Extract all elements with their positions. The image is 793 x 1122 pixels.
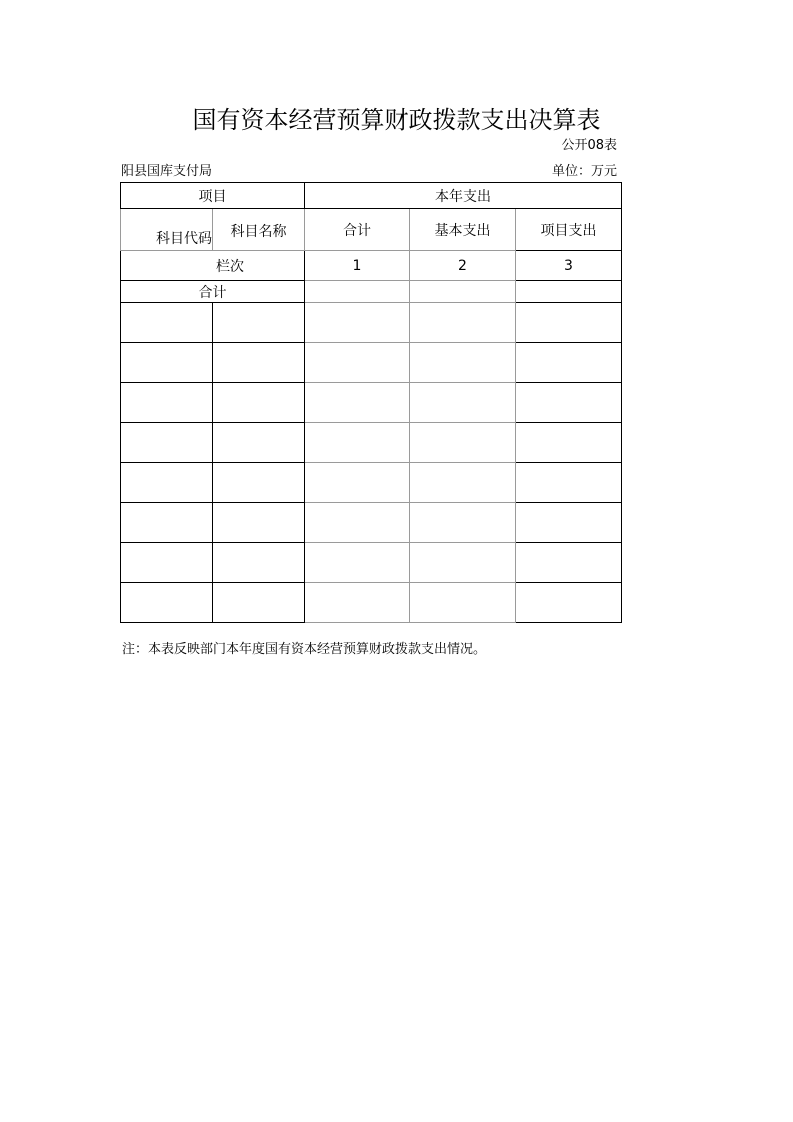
cell-subject-code <box>121 503 213 543</box>
table-row <box>121 343 622 383</box>
table-row <box>121 543 622 583</box>
cell-basic-expenditure <box>410 463 516 503</box>
cell-basic-expenditure <box>410 543 516 583</box>
table-row <box>121 423 622 463</box>
cell-basic-expenditure <box>410 583 516 623</box>
header-basic-expenditure: 基本支出 <box>410 209 516 251</box>
cell-subject-name <box>213 303 305 343</box>
total-col-3 <box>516 281 622 303</box>
form-code: 公开08表 <box>561 138 617 153</box>
header-subject-name: 科目名称 <box>230 224 287 240</box>
cell-basic-expenditure <box>410 503 516 543</box>
sequence-col-1: 1 <box>305 251 410 281</box>
cell-total <box>305 583 410 623</box>
header-project: 项目 <box>121 183 305 209</box>
header-row-1 <box>121 183 622 209</box>
cell-subject-code <box>121 543 213 583</box>
total-col-2 <box>410 281 516 303</box>
total-row <box>121 281 622 303</box>
cell-project-expenditure <box>516 383 622 423</box>
cell-project-expenditure <box>516 423 622 463</box>
cell-subject-code <box>121 423 213 463</box>
cell-subject-code <box>121 383 213 423</box>
header-row-2 <box>121 209 622 251</box>
total-label: 合计 <box>198 284 227 301</box>
data-rows <box>121 303 622 623</box>
cell-subject-name <box>213 423 305 463</box>
table-row <box>121 303 622 343</box>
cell-subject-name <box>213 343 305 383</box>
cell-total <box>305 423 410 463</box>
table-row <box>121 383 622 423</box>
cell-subject-name <box>213 463 305 503</box>
table-row <box>121 503 622 543</box>
sequence-col-3: 3 <box>516 251 622 281</box>
budget-table <box>120 182 622 623</box>
cell-project-expenditure <box>516 543 622 583</box>
document-title: 国有资本经营预算财政拨款支出决算表 <box>192 106 601 134</box>
table-row <box>121 583 622 623</box>
cell-subject-code <box>121 343 213 383</box>
cell-project-expenditure <box>516 463 622 503</box>
cell-subject-name <box>213 503 305 543</box>
cell-subject-code <box>121 303 213 343</box>
cell-subject-code <box>121 583 213 623</box>
cell-subject-name <box>213 583 305 623</box>
cell-project-expenditure <box>516 303 622 343</box>
cell-basic-expenditure <box>410 423 516 463</box>
cell-total <box>305 463 410 503</box>
cell-project-expenditure <box>516 503 622 543</box>
table-footnote: 注：本表反映部门本年度国有资本经营预算财政拨款支出情况。 <box>122 642 487 657</box>
cell-subject-code <box>121 463 213 503</box>
cell-total <box>305 383 410 423</box>
cell-total <box>305 503 410 543</box>
cell-subject-name <box>213 383 305 423</box>
cell-basic-expenditure <box>410 343 516 383</box>
reporting-unit-name: 阳县国库支付局 <box>121 164 213 179</box>
cell-total <box>305 343 410 383</box>
header-subject-code-cell <box>121 209 213 251</box>
total-label-cell <box>121 281 305 303</box>
cell-total <box>305 303 410 343</box>
cell-subject-name <box>213 543 305 583</box>
header-total: 合计 <box>305 209 410 251</box>
cell-basic-expenditure <box>410 303 516 343</box>
table-row <box>121 463 622 503</box>
total-col-1 <box>305 281 410 303</box>
header-current-year-expenditure: 本年支出 <box>305 183 622 209</box>
sequence-row <box>121 251 622 281</box>
cell-project-expenditure <box>516 343 622 383</box>
cell-basic-expenditure <box>410 383 516 423</box>
cell-project-expenditure <box>516 583 622 623</box>
header-project-expenditure: 项目支出 <box>516 209 622 251</box>
currency-unit-label: 单位：万元 <box>551 164 617 179</box>
sequence-col-2: 2 <box>410 251 516 281</box>
sequence-label: 栏次 <box>216 258 244 275</box>
header-subject-name-cell <box>213 209 305 251</box>
cell-total <box>305 543 410 583</box>
sequence-label-cell <box>121 251 305 281</box>
header-subject-code: 科目代码 <box>156 231 212 247</box>
